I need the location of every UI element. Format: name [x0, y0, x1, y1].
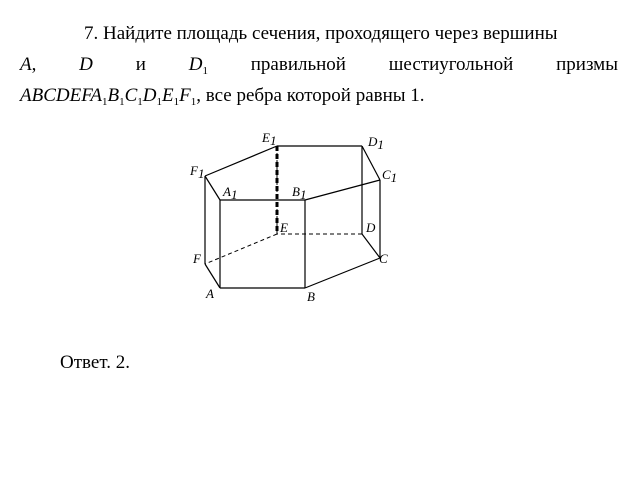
label-b: B — [307, 289, 315, 304]
label-d: D — [366, 220, 376, 235]
comma: , — [31, 54, 37, 75]
label-e1: E1 — [262, 130, 277, 148]
edge-b1c1 — [305, 180, 380, 200]
label-b1: B1 — [292, 184, 307, 202]
label-e: E — [280, 220, 288, 235]
label-a1: A1 — [223, 184, 238, 202]
problem-line-1 — [20, 18, 618, 49]
edge-e1f1 — [205, 146, 277, 176]
prism-name: $ABCDEFA_1B_1C_1D_1E_1F_1$ — [20, 85, 197, 108]
hexagonal-prism-diagram — [185, 128, 400, 308]
edge-fa — [205, 264, 220, 288]
label-f: F — [193, 251, 201, 266]
edge-bc — [305, 258, 380, 288]
problem-line-3 — [20, 80, 618, 111]
word-hexagonal: шестиугольной — [388, 54, 514, 75]
vertex-a: A — [20, 54, 32, 75]
problem-intro: Найдите площадь сечения, проходящего через вершины — [103, 23, 558, 44]
problem-line-2 — [20, 49, 618, 80]
problem-tail: , все ребра которой равны 1. — [196, 85, 425, 106]
label-c1: C1 — [382, 167, 398, 185]
edge-cd — [362, 234, 380, 258]
problem-text — [20, 18, 618, 111]
label-f1: F1 — [190, 163, 205, 181]
edge-ef-hidden — [205, 234, 277, 264]
label-d1: D1 — [368, 134, 384, 152]
word-regular: правильной — [250, 54, 346, 75]
vertex-d1: $D_1$ — [188, 54, 208, 77]
vertex-d: D — [79, 54, 93, 75]
word-prism: призмы — [556, 54, 618, 75]
problem-number: 7. — [84, 23, 99, 44]
vertex-a-group — [20, 49, 36, 80]
label-c: C — [379, 251, 388, 266]
label-a: A — [206, 286, 214, 301]
conjunction: и — [135, 54, 146, 75]
answer-text: Ответ. 2. — [60, 352, 130, 373]
prism-figure — [185, 128, 400, 308]
edge-f1a1 — [205, 176, 220, 200]
